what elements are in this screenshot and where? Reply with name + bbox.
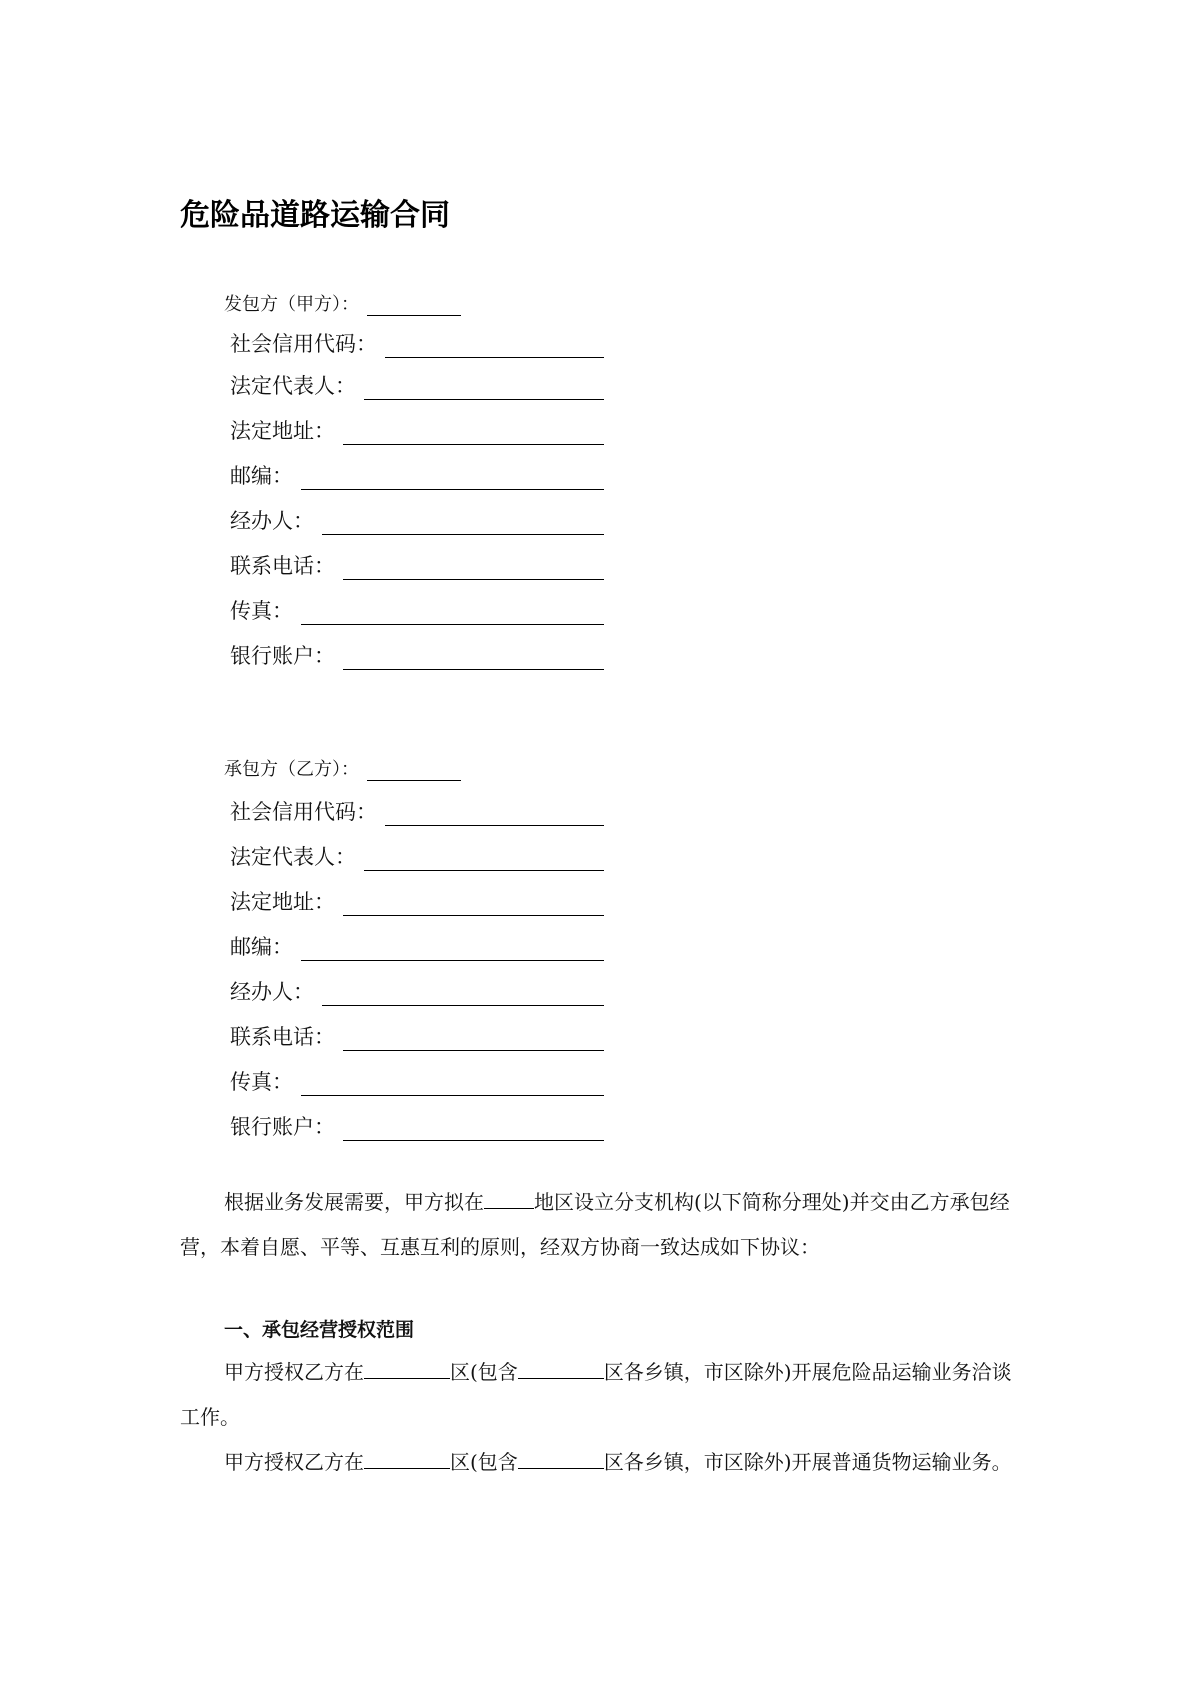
document-title: 危险品道路运输合同	[180, 198, 450, 233]
preamble-text-1: 根据业务发展需要，甲方拟在	[224, 1190, 484, 1214]
field-label: 银行账户：	[230, 644, 335, 668]
party-b-field-postcode	[230, 931, 604, 961]
field-label: 传真：	[230, 599, 293, 623]
field-blank[interactable]	[343, 1028, 604, 1051]
party-b-field-credit-code	[230, 796, 604, 826]
district-blank[interactable]	[518, 1448, 604, 1469]
field-blank[interactable]	[322, 983, 604, 1006]
field-label: 社会信用代码：	[230, 800, 377, 824]
preamble-text-2: 地区设立分支机构(以下简称分理处)并交由乙方承包经营，本着自愿、平等、互惠互利的原则，经双方协商一致达成如下协议：	[180, 1190, 1010, 1259]
field-label: 邮编：	[230, 935, 293, 959]
party-a-label: 发包方（甲方）：	[224, 294, 359, 315]
field-blank[interactable]	[322, 512, 604, 535]
field-blank[interactable]	[343, 1118, 604, 1141]
party-a-field-bank	[230, 640, 604, 670]
party-b-field-bank	[230, 1111, 604, 1141]
party-a-field-address	[230, 415, 604, 445]
party-b-field-fax	[230, 1066, 604, 1096]
party-a-field-handler	[230, 505, 604, 535]
section-1-clause-2	[180, 1440, 1016, 1485]
party-a-field-postcode	[230, 460, 604, 490]
section-1-heading: 一、承包经营授权范围	[224, 1319, 415, 1341]
party-b-heading	[224, 755, 461, 781]
field-label: 传真：	[230, 1070, 293, 1094]
party-a-field-fax	[230, 595, 604, 625]
party-b-field-address	[230, 886, 604, 916]
field-label: 银行账户：	[230, 1115, 335, 1139]
field-label: 社会信用代码：	[230, 332, 377, 356]
party-a-field-phone	[230, 550, 604, 580]
field-blank[interactable]	[343, 557, 604, 580]
field-blank[interactable]	[301, 467, 604, 490]
field-blank[interactable]	[343, 647, 604, 670]
field-label: 联系电话：	[230, 554, 335, 578]
clause-text: 区各乡镇，市区除外)开展危险品运输业务洽谈工作。	[180, 1360, 1012, 1429]
party-b-label: 承包方（乙方）：	[224, 759, 359, 780]
field-label: 法定代表人：	[230, 374, 356, 398]
district-blank[interactable]	[364, 1358, 450, 1379]
district-blank[interactable]	[518, 1358, 604, 1379]
clause-text: 甲方授权乙方在	[224, 1450, 364, 1474]
field-blank[interactable]	[364, 848, 604, 871]
clause-text: 区各乡镇，市区除外)开展普通货物运输业务。	[603, 1450, 1012, 1474]
section-1-clause-1	[180, 1350, 1016, 1440]
field-label: 联系电话：	[230, 1025, 335, 1049]
field-label: 邮编：	[230, 464, 293, 488]
region-blank[interactable]	[484, 1188, 534, 1209]
field-label: 经办人：	[230, 509, 314, 533]
field-label: 经办人：	[230, 980, 314, 1004]
field-label: 法定地址：	[230, 890, 335, 914]
field-blank[interactable]	[385, 335, 604, 358]
field-blank[interactable]	[301, 938, 604, 961]
field-label: 法定地址：	[230, 419, 335, 443]
clause-text: 区(包含	[450, 1450, 518, 1474]
party-a-heading	[224, 290, 461, 316]
field-blank[interactable]	[301, 602, 604, 625]
party-a-field-credit-code	[230, 328, 604, 358]
clause-text: 区(包含	[450, 1360, 518, 1384]
party-b-field-phone	[230, 1021, 604, 1051]
field-blank[interactable]	[364, 377, 604, 400]
field-blank[interactable]	[343, 422, 604, 445]
preamble-paragraph	[180, 1180, 1016, 1270]
party-b-name-blank[interactable]	[367, 762, 461, 781]
field-blank[interactable]	[385, 803, 604, 826]
party-a-name-blank[interactable]	[367, 297, 461, 316]
party-b-field-legal-rep	[230, 841, 604, 871]
field-blank[interactable]	[301, 1073, 604, 1096]
clause-text: 甲方授权乙方在	[224, 1360, 364, 1384]
district-blank[interactable]	[364, 1448, 450, 1469]
field-label: 法定代表人：	[230, 845, 356, 869]
party-b-field-handler	[230, 976, 604, 1006]
field-blank[interactable]	[343, 893, 604, 916]
party-a-field-legal-rep	[230, 370, 604, 400]
